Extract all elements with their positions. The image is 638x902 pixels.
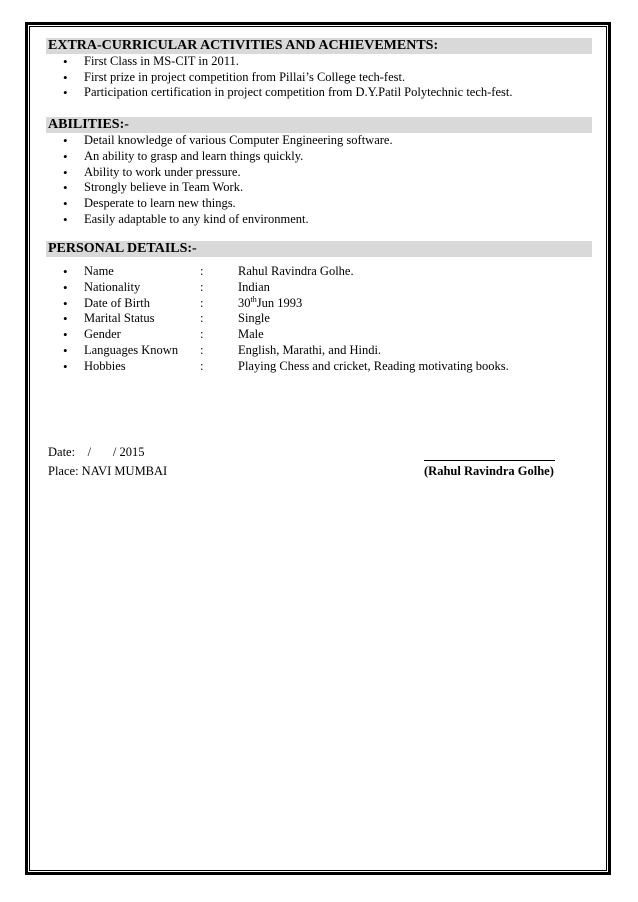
personal-details-list xyxy=(46,264,592,374)
detail-separator: : xyxy=(200,311,204,326)
abilities-list xyxy=(46,133,592,227)
detail-value: Male xyxy=(238,327,264,342)
section-personal-details xyxy=(46,241,592,374)
date-place-block xyxy=(48,443,167,481)
detail-value: Rahul Ravindra Golhe. xyxy=(238,264,354,279)
list-item: • Easily adaptable to any kind of environment. xyxy=(46,212,592,228)
personal-row-dob xyxy=(46,296,592,312)
detail-key: Gender xyxy=(84,327,121,342)
personal-row-nationality xyxy=(46,280,592,296)
detail-value: Single xyxy=(238,311,270,326)
list-item: • Detail knowledge of various Computer Engineering software. xyxy=(46,133,592,149)
list-item: • Ability to work under pressure. xyxy=(46,165,592,181)
personal-row-gender xyxy=(46,327,592,343)
extracurricular-list xyxy=(46,54,592,101)
section-heading-extracurricular: EXTRA-CURRICULAR ACTIVITIES AND ACHIEVEMENTS: xyxy=(46,38,592,54)
personal-row-hobbies xyxy=(46,359,592,375)
personal-row-marital-status xyxy=(46,311,592,327)
list-item: • First Class in MS-CIT in 2011. xyxy=(46,54,592,70)
detail-separator: : xyxy=(200,358,204,373)
detail-key: Languages Known xyxy=(84,342,179,357)
date-value: / / 2015 xyxy=(87,445,145,459)
list-item: • Participation certification in project competition from D.Y.Patil Polytechnic tech-fest. xyxy=(46,85,592,101)
section-extracurricular xyxy=(46,38,592,101)
detail-key: Name xyxy=(84,264,114,279)
list-item: • Strongly believe in Team Work. xyxy=(46,180,592,196)
detail-separator: : xyxy=(200,342,204,357)
detail-key: Marital Status xyxy=(84,311,155,326)
list-item: • An ability to grasp and learn things quickly. xyxy=(46,149,592,165)
resume-content xyxy=(46,38,592,374)
dob-ordinal: th xyxy=(250,294,257,304)
place-label: Place: xyxy=(48,464,79,478)
place-line xyxy=(48,462,167,481)
section-abilities xyxy=(46,117,592,227)
detail-separator: : xyxy=(200,327,204,342)
dob-day: 30 xyxy=(238,295,251,310)
detail-separator: : xyxy=(200,295,204,310)
signature-block xyxy=(424,443,564,481)
signature-name: (Rahul Ravindra Golhe) xyxy=(424,464,554,478)
detail-key: Nationality xyxy=(84,280,141,295)
place-value: NAVI MUMBAI xyxy=(81,464,168,478)
list-item: • Desperate to learn new things. xyxy=(46,196,592,212)
signature-line xyxy=(424,443,555,461)
detail-separator: : xyxy=(200,264,204,279)
dob-rest: Jun 1993 xyxy=(256,295,303,310)
personal-row-languages xyxy=(46,343,592,359)
section-heading-personal: PERSONAL DETAILS:- xyxy=(46,241,592,257)
detail-separator: : xyxy=(200,280,204,295)
detail-value xyxy=(238,296,302,312)
section-heading-abilities: ABILITIES:- xyxy=(46,117,592,133)
detail-key: Date of Birth xyxy=(84,295,150,310)
list-item: • First prize in project competition from Pillai’s College tech-fest. xyxy=(46,70,592,86)
detail-key: Hobbies xyxy=(84,358,126,373)
detail-value: Playing Chess and cricket, Reading motivating books. xyxy=(238,358,509,373)
personal-row-name xyxy=(46,264,592,280)
detail-value: Indian xyxy=(238,280,270,295)
detail-value: English, Marathi, and Hindi. xyxy=(238,342,382,357)
date-label: Date: xyxy=(48,445,76,459)
date-line xyxy=(48,443,167,462)
